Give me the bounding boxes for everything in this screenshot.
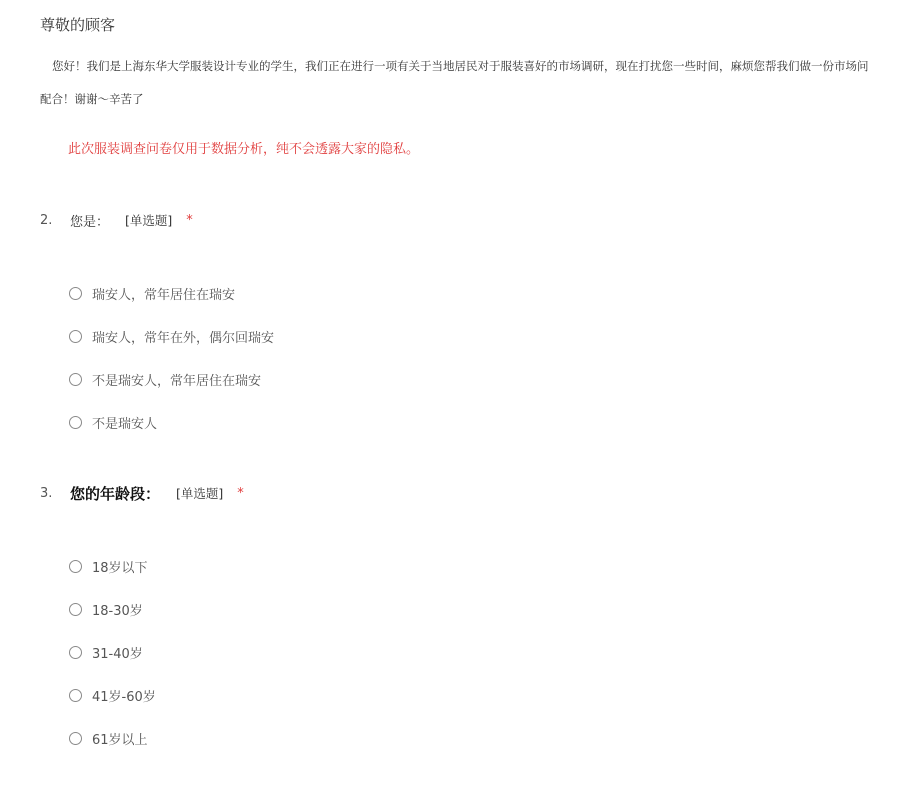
option-radio-row[interactable] <box>69 358 274 401</box>
option-radio-row[interactable] <box>69 545 244 588</box>
question-number: 2. <box>40 212 53 228</box>
radio-button[interactable] <box>69 330 82 343</box>
option-label: 31-40岁 <box>92 647 143 662</box>
option-label: 瑞安人，常年在外，偶尔回瑞安 <box>92 331 275 346</box>
radio-button[interactable] <box>69 732 82 745</box>
question-number: 3. <box>40 485 53 501</box>
question-title: 您是： <box>70 214 110 230</box>
question-3-options <box>69 545 244 760</box>
option-radio-row[interactable] <box>69 588 244 631</box>
required-marker: * <box>237 485 244 501</box>
privacy-note: 此次服装调查问卷仅用于数据分析，纯不会透露大家的隐私。 <box>68 142 420 157</box>
option-label: 不是瑞安人，常年居住在瑞安 <box>92 374 262 389</box>
radio-button[interactable] <box>69 646 82 659</box>
option-label: 不是瑞安人 <box>92 417 158 432</box>
option-radio-row[interactable] <box>69 401 274 444</box>
survey-intro-line-1: 您好！我们是上海东华大学服装设计专业的学生，我们正在进行一项有关于当地居民对于服装喜好的市场调研，现在打扰您一些时间，麻烦您帮我们做一份市场问 <box>52 59 869 73</box>
survey-intro-line-2: 配合！谢谢～辛苦了 <box>40 92 144 106</box>
question-3-header <box>40 481 244 505</box>
option-label: 瑞安人，常年居住在瑞安 <box>92 288 236 303</box>
required-marker: * <box>186 212 193 228</box>
option-radio-row[interactable] <box>69 674 244 717</box>
question-2 <box>40 208 275 432</box>
question-type-label: [单选题] <box>176 486 224 501</box>
question-2-options <box>69 272 274 444</box>
option-radio-row[interactable] <box>69 631 244 674</box>
option-radio-row[interactable] <box>69 717 244 760</box>
radio-button[interactable] <box>69 287 82 300</box>
survey-greeting: 尊敬的顾客 <box>40 16 116 34</box>
question-type-label: [单选题] <box>125 213 173 228</box>
option-label: 18岁以下 <box>92 561 148 576</box>
radio-button[interactable] <box>69 603 82 616</box>
radio-button[interactable] <box>69 560 82 573</box>
option-label: 41岁-60岁 <box>92 690 156 705</box>
option-label: 61岁以上 <box>92 733 148 748</box>
option-radio-row[interactable] <box>69 272 274 315</box>
radio-button[interactable] <box>69 416 82 429</box>
option-radio-row[interactable] <box>69 315 274 358</box>
question-3 <box>40 481 244 748</box>
radio-button[interactable] <box>69 373 82 386</box>
radio-button[interactable] <box>69 689 82 702</box>
question-2-header <box>40 208 274 232</box>
question-title: 您的年龄段： <box>70 484 161 503</box>
option-label: 18-30岁 <box>92 604 143 619</box>
